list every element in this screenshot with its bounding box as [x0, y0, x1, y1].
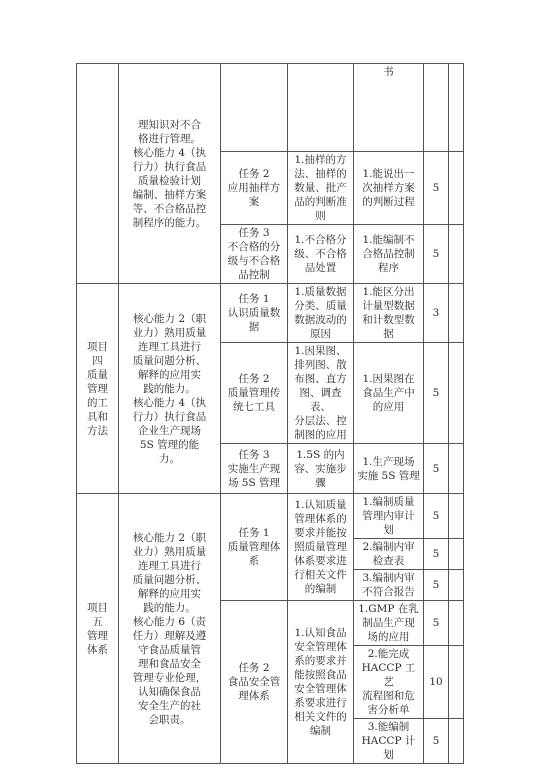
- remark-cell: [449, 152, 464, 225]
- requirement-cell: 3.编制内审 不符合报告: [354, 570, 424, 601]
- requirement-cell: 1.能区分出 计量型数据 和计数型数 据: [354, 284, 424, 343]
- hours-cell: 5: [424, 719, 449, 764]
- task-cell: 任务 1 质量管理体 系: [221, 494, 288, 601]
- remark-cell: [449, 646, 464, 719]
- table-row: [77, 284, 464, 343]
- task-cell: 任务 3 不合格的分 级与不合格 品控制: [221, 225, 288, 284]
- table-row: [77, 64, 464, 152]
- hours-cell: 5: [424, 570, 449, 601]
- ability-cell: 理知识对不合 格进行管理。 核心能力 4（执 行力）执行食品 质量检验计划 编制、抽样方案 等、不合格品控 制程序的能力。: [119, 64, 221, 284]
- project-cell: 项目 五 管理 体系: [77, 494, 119, 764]
- task-cell: 任务 2 质量管理传 统七工具: [221, 343, 288, 444]
- ability-cell: 核心能力 2（职 业力）熟用质量 连理工具进行 质量问题分析、 解释的应用实 践的能力。 核心能力 4（执 行力）执行食品 企业生产现场 5S 管理的能 力。: [119, 284, 221, 494]
- remark-cell: [449, 494, 464, 539]
- requirement-cell: 书: [354, 64, 424, 152]
- requirement-cell: 1.编制质量 管理内审计 划: [354, 494, 424, 539]
- remark-cell: [449, 601, 464, 646]
- project-cell: [77, 64, 119, 284]
- content-cell: 1.认知质量 管理体系的 要求并能按 照质量管理 体系要求进 行相关文件 的编制: [288, 494, 354, 601]
- requirement-cell: 1.因果图在 食品生产中 的应用: [354, 343, 424, 444]
- remark-cell: [449, 343, 464, 444]
- remark-cell: [449, 719, 464, 764]
- ability-cell: 核心能力 2（职 业力）熟用质量 连理工具进行 质量问题分析、 解释的应用实 践的能力。 核心能力 6（责 任力）理解及遵 守食品质量管 理和食品安全 管理专业伦理， 认知确保食品 安全生产的社 会职责。: [119, 494, 221, 764]
- hours-cell: 5: [424, 444, 449, 494]
- hours-cell: 5: [424, 343, 449, 444]
- task-cell: 任务 2 食品安全管 理体系: [221, 601, 288, 764]
- requirement-cell: 2.能完成 HACCP 工艺 流程图和危 害分析单: [354, 646, 424, 719]
- hours-cell: 5: [424, 539, 449, 570]
- requirement-cell: 1.GMP 在乳 制品生产现 场的应用: [354, 601, 424, 646]
- hours-cell: 5: [424, 601, 449, 646]
- remark-cell: [449, 539, 464, 570]
- hours-cell: 3: [424, 284, 449, 343]
- requirement-cell: 1.能编制不 合格品控制 程序: [354, 225, 424, 284]
- remark-cell: [449, 284, 464, 343]
- hours-cell: [424, 64, 449, 152]
- remark-cell: [449, 444, 464, 494]
- table-row: [77, 494, 464, 539]
- requirement-cell: 1.能说出一 次抽样方案 的判断过程: [354, 152, 424, 225]
- content-cell: [288, 64, 354, 152]
- remark-cell: [449, 225, 464, 284]
- project-cell: 项目 四 质量 管理 的工 具和 方法: [77, 284, 119, 494]
- task-cell: 任务 2 应用抽样方 案: [221, 152, 288, 225]
- curriculum-table: [76, 63, 464, 764]
- remark-cell: [449, 570, 464, 601]
- hours-cell: 5: [424, 225, 449, 284]
- content-cell: 1.认知食品 安全管理体 系的要求并 能按照食品 安全管理体 系要求进行 相关文件的 编制: [288, 601, 354, 764]
- content-cell: 1.5S 的内 容、实施步 骤: [288, 444, 354, 494]
- content-cell: 1.不合格分 级、不合格 品处置: [288, 225, 354, 284]
- task-cell: 任务 3 实施生产现 场 5S 管理: [221, 444, 288, 494]
- requirement-cell: 3.能编制 HACCP 计划: [354, 719, 424, 764]
- hours-cell: 10: [424, 646, 449, 719]
- content-cell: 1.因果图、 排列图、散 布图、直方 图、调查表、 分层法、控 制图的应用: [288, 343, 354, 444]
- requirement-cell: 2.编制内审 检查表: [354, 539, 424, 570]
- hours-cell: 5: [424, 494, 449, 539]
- content-cell: 1.质量数据 分类、质量 数据波动的 原因: [288, 284, 354, 343]
- requirement-cell: 1.生产现场 实施 5S 管理: [354, 444, 424, 494]
- content-cell: 1.抽样的方 法、抽样的 数量、批产 品的判断准 则: [288, 152, 354, 225]
- hours-cell: 5: [424, 152, 449, 225]
- task-cell: [221, 64, 288, 152]
- task-cell: 任务 1 认识质量数 据: [221, 284, 288, 343]
- remark-cell: [449, 64, 464, 152]
